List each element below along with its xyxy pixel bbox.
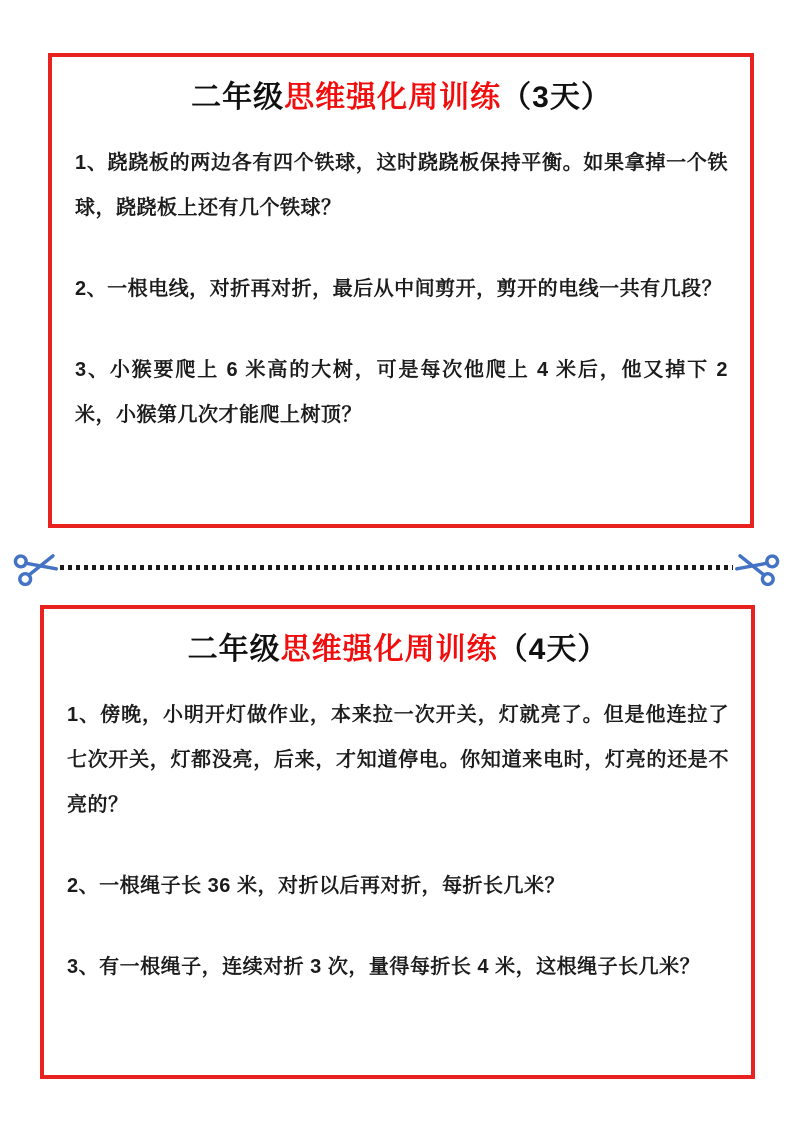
question-2: 2、一根绳子长 36 米，对折以后再对折，每折长几米？: [67, 875, 565, 897]
title-grade-text: 二年级: [187, 633, 281, 666]
section-title: [75, 77, 728, 119]
question-3: 3、有一根绳子，连续对折 3 次，量得每折长 4 米，这根绳子长几米？: [67, 956, 701, 978]
scissors-icon-right: [731, 542, 783, 591]
title-days-text: （4天）: [497, 633, 609, 666]
scissors-icon-left: [10, 542, 62, 591]
dotted-cut-line: [60, 565, 733, 570]
title-days-text: （3天）: [501, 81, 612, 114]
title-highlight-text: 思维强化周训练: [284, 81, 502, 114]
section-title: [67, 629, 729, 671]
worksheet-section-day4: [40, 605, 755, 1079]
cut-line-divider: [0, 544, 793, 590]
question-3: 3、小猴要爬上 6 米高的大树，可是每次他爬上 4 米后，他又掉下 2 米，小猴第几次才能爬上树顶？: [75, 359, 728, 426]
question-1: 1、傍晚，小明开灯做作业，本来拉一次开关，灯就亮了。但是他连拉了七次开关，灯都没亮，后来，才知道停电。你知道来电时，灯亮的还是不亮的？: [67, 704, 729, 816]
question-2: 2、一根电线，对折再对折，最后从中间剪开，剪开的电线一共有几段？: [75, 278, 723, 300]
title-grade-text: 二年级: [191, 81, 285, 114]
question-1: 1、跷跷板的两边各有四个铁球，这时跷跷板保持平衡。如果拿掉一个铁球，跷跷板上还有几个铁球？: [75, 152, 728, 219]
title-highlight-text: 思维强化周训练: [280, 633, 498, 666]
worksheet-section-day3: [48, 53, 754, 528]
